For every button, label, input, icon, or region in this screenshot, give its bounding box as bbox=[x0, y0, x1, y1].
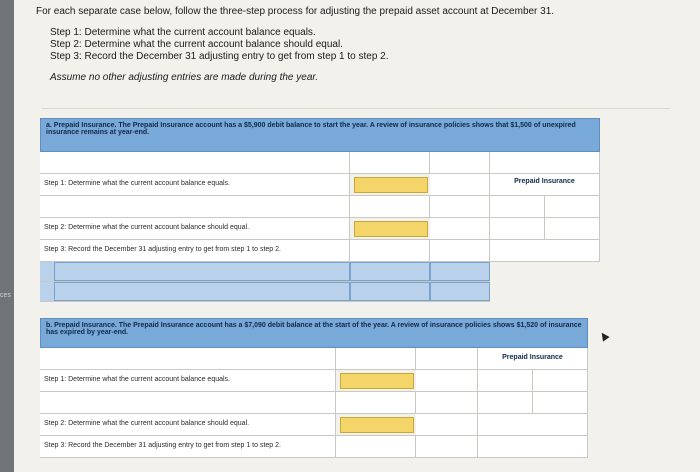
instruction-step-2: Step 2: Determine what the current account balance should equal. bbox=[50, 39, 343, 50]
case-b-step1-input[interactable] bbox=[340, 373, 414, 389]
mouse-pointer-icon bbox=[598, 330, 609, 341]
divider bbox=[42, 108, 670, 109]
case-b-step2-label: Step 2: Determine what the current account balance should equal. bbox=[40, 414, 336, 435]
case-b-grid bbox=[40, 348, 588, 472]
case-b-row-step1 bbox=[40, 370, 588, 392]
side-label: ces bbox=[0, 292, 11, 299]
case-b-step3-label: Step 3: Record the December 31 adjusting entry to get from step 1 to step 2. bbox=[40, 436, 336, 457]
case-a-entry-account-1[interactable] bbox=[54, 262, 350, 281]
case-a-header: a. Prepaid Insurance. The Prepaid Insurance account has a $5,900 debit balance to start the year. A review of insurance policies shows that $1,500 of unexpired insurance remains at year-end. bbox=[40, 118, 600, 152]
case-b-t-debit[interactable] bbox=[478, 370, 533, 391]
case-a-step2-input[interactable] bbox=[354, 221, 428, 237]
case-a-step3-label: Step 3: Record the December 31 adjusting entry to get from step 1 to step 2. bbox=[40, 240, 350, 261]
case-a-entry-row-1 bbox=[40, 262, 490, 282]
left-window-edge bbox=[0, 0, 14, 472]
case-a-entry-debit-1[interactable] bbox=[350, 262, 430, 281]
case-b-t-credit[interactable] bbox=[533, 370, 588, 391]
case-a-entry-row-2 bbox=[40, 282, 490, 302]
case-b-step1-label: Step 1: Determine what the current account balance equals. bbox=[40, 370, 336, 391]
case-a-row-blank bbox=[40, 152, 600, 174]
case-b-row-step2 bbox=[40, 414, 588, 436]
case-a-step2-label: Step 2: Determine what the current account balance should equal. bbox=[40, 218, 350, 239]
worksheet-page bbox=[14, 0, 700, 472]
instructions-lead: For each separate case below, follow the three-step process for adjusting the prepaid asset account at December 31. bbox=[36, 6, 555, 17]
case-b-row-blank bbox=[40, 348, 588, 370]
case-a-row-step2 bbox=[40, 218, 600, 240]
instruction-step-1: Step 1: Determine what the current account balance equals. bbox=[50, 27, 316, 38]
case-a-step1-label: Step 1: Determine what the current account balance equals. bbox=[40, 174, 350, 195]
case-a-t-debit[interactable] bbox=[490, 196, 545, 217]
case-a-row-step1 bbox=[40, 174, 600, 196]
instruction-step-3: Step 3: Record the December 31 adjusting entry to get from step 1 to step 2. bbox=[50, 51, 389, 62]
case-b-account-header: Prepaid Insurance bbox=[478, 348, 588, 369]
case-b-row-gap bbox=[40, 392, 588, 414]
case-b-row-step3 bbox=[40, 436, 588, 458]
case-a-row-gap bbox=[40, 196, 600, 218]
case-a-entry-credit-1[interactable] bbox=[430, 262, 490, 281]
case-a-entry-debit-2[interactable] bbox=[350, 282, 430, 301]
case-a-t-credit[interactable] bbox=[545, 196, 600, 217]
case-a-entry-account-2[interactable] bbox=[54, 282, 350, 301]
instruction-assumption: Assume no other adjusting entries are made during the year. bbox=[50, 72, 319, 83]
case-a-account-header: Prepaid Insurance bbox=[490, 174, 600, 195]
case-b-step2-input[interactable] bbox=[340, 417, 414, 433]
case-a-entry-credit-2[interactable] bbox=[430, 282, 490, 301]
case-a-row-step3 bbox=[40, 240, 600, 262]
case-a-step1-input[interactable] bbox=[354, 177, 428, 193]
case-a-grid bbox=[40, 152, 600, 302]
case-b-header: b. Prepaid Insurance. The Prepaid Insurance account has a $7,090 debit balance at the start of the year. A review of insurance policies shows $1,520 of insurance has expired by year-end. bbox=[40, 318, 588, 348]
instructions bbox=[36, 6, 676, 83]
